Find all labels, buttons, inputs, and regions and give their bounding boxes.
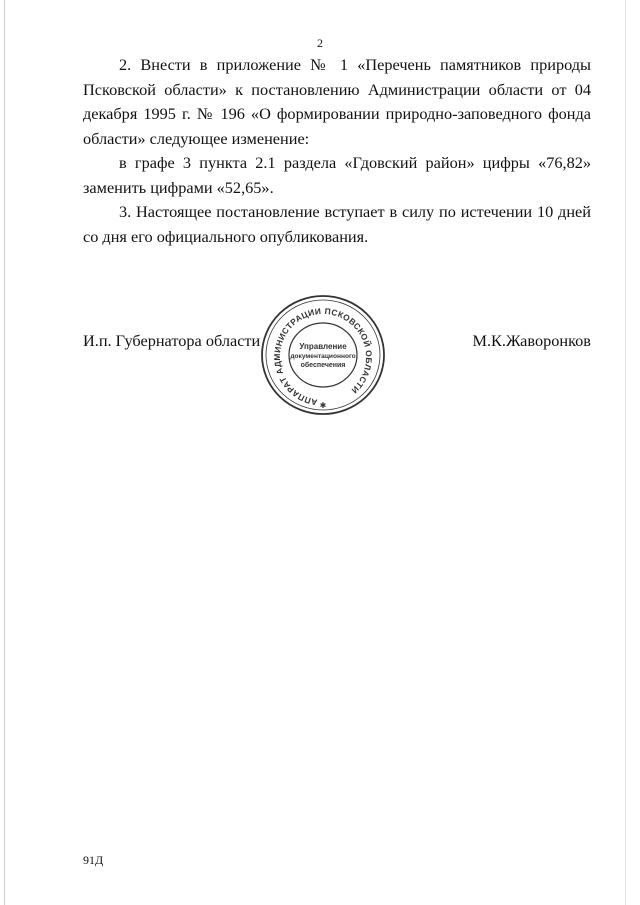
- seal-ring-text-path: АППАРАТ АДМИНИСТРАЦИИ ПСКОВСКОЙ ОБЛАСТИ: [271, 305, 375, 408]
- page-number: 2: [317, 36, 323, 50]
- official-seal: [258, 292, 388, 418]
- seal-center-line-3: обеспечения: [300, 362, 346, 369]
- document-body: [83, 53, 591, 249]
- paragraph-amendment: 2. Внести в приложение № 1 «Перечень памятников природы Псковской области» к постановлению Администрации области от 04 декабря 1995 г. № 196 «О формировании природно-заповедного фонда области» следующее изменение:: [83, 55, 591, 148]
- signatory-name: М.К.Жаворонков: [472, 331, 591, 350]
- paragraph-change: в графе 3 пункта 2.1 раздела «Гдовский район» цифры «76,82» заменить цифрами «52,65».: [83, 153, 591, 197]
- paragraph-effective-date: 3. Настоящее постановление вступает в силу по истечении 10 дней со дня его официального опубликования.: [83, 202, 591, 246]
- footer-code: 91Д: [83, 853, 104, 867]
- scan-edge-left: [4, 0, 5, 905]
- seal-center-line-1: Управление: [299, 342, 347, 351]
- signatory-title: И.п. Губернатора области: [83, 331, 261, 350]
- seal-star-icon: ✱: [319, 401, 327, 410]
- seal-center-line-2: документационного: [290, 353, 356, 360]
- scan-edge-right: [625, 0, 626, 905]
